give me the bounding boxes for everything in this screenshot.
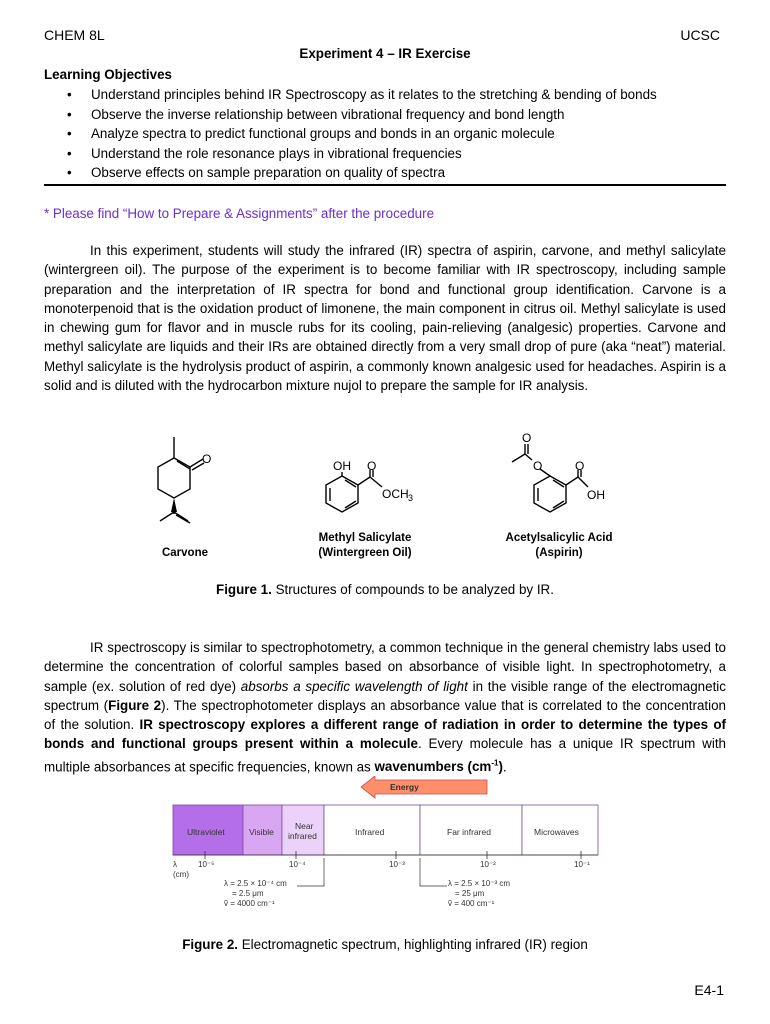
aspirin-structure bbox=[512, 444, 588, 512]
page-number: E4-1 bbox=[694, 982, 724, 998]
aspirin-common-name: (Aspirin) bbox=[535, 547, 583, 559]
aspirin-ester-o: O bbox=[533, 459, 543, 473]
objective-text: Understand the role resonance plays in vibrational frequencies bbox=[91, 145, 462, 161]
carvone-structure bbox=[158, 437, 204, 523]
energy-arrow bbox=[361, 776, 487, 798]
methyl-och: OCH bbox=[382, 487, 409, 501]
band-ir-label: Infrared bbox=[355, 827, 385, 837]
aspirin-acid-o: O bbox=[575, 459, 585, 473]
bullet-icon: • bbox=[67, 106, 72, 122]
ir-paragraph bbox=[44, 638, 726, 777]
right-annotation: λ = 2.5 × 10⁻³ cm bbox=[448, 879, 511, 888]
list-item bbox=[44, 144, 734, 164]
carvone-label: Carvone bbox=[161, 547, 209, 559]
right-bracket bbox=[420, 858, 447, 886]
figure1-caption bbox=[0, 582, 770, 597]
wavenumbers-close: ) bbox=[498, 759, 503, 775]
aspirin-carbonyl-o: O bbox=[522, 431, 532, 445]
carvone-oxygen: O bbox=[202, 452, 212, 466]
objective-text: Understand principles behind IR Spectroscopy as it relates to the stretching & bending of bonds bbox=[91, 87, 657, 102]
left-annotation: ṽ = 4000 cm⁻¹ bbox=[224, 899, 275, 908]
tick-label: 10⁻³ bbox=[389, 860, 405, 869]
wavenumbers-exponent: -1 bbox=[491, 758, 499, 768]
wavenumbers-term bbox=[374, 759, 502, 774]
objectives-heading: Learning Objectives bbox=[44, 67, 172, 82]
methyl-salicylate-label bbox=[290, 531, 440, 561]
list-item bbox=[44, 105, 734, 125]
ir-text-2: in the visible range of the electromagnetic spectrum ( bbox=[44, 678, 726, 713]
energy-label: Energy bbox=[390, 782, 419, 792]
objectives-list bbox=[44, 85, 734, 183]
band-visible-label: Visible bbox=[249, 827, 274, 837]
figure1-caption-label: Figure 1. bbox=[216, 582, 272, 597]
tick-label: 10⁻¹ bbox=[574, 860, 590, 869]
list-item bbox=[44, 163, 734, 183]
page-title: Experiment 4 – IR Exercise bbox=[299, 46, 471, 61]
aspirin-label bbox=[484, 531, 634, 561]
bullet-icon: • bbox=[67, 165, 72, 180]
ir-text-end: . bbox=[502, 759, 507, 775]
list-item bbox=[44, 124, 734, 144]
aspirin-oh: OH bbox=[587, 488, 605, 502]
objective-text: Analyze spectra to predict functional groups and bonds in an organic molecule bbox=[91, 126, 555, 141]
ir-figure-ref: Figure 2 bbox=[108, 697, 162, 713]
intro-paragraph bbox=[44, 241, 726, 395]
bullet-icon: • bbox=[67, 87, 72, 102]
left-annotation: λ = 2.5 × 10⁻⁴ cm bbox=[224, 879, 287, 888]
objective-text: Observe the inverse relationship between vibrational frequency and bond length bbox=[91, 106, 565, 122]
methyl-o: O bbox=[367, 459, 377, 473]
lambda-label: λ bbox=[173, 860, 177, 869]
bullet-icon: • bbox=[67, 145, 72, 161]
ir-text-1: IR spectroscopy is similar to spectrophotometry, a common technique in the general chemistry labs used to determine the concentration of colorful samples based on absorbance of visible light. In spectrophotometry, a sample (ex. solution of red dye) bbox=[44, 640, 726, 694]
tick-label: 10⁻⁵ bbox=[198, 860, 215, 869]
right-annotation: ṽ = 400 cm⁻¹ bbox=[448, 899, 495, 908]
list-item bbox=[44, 85, 734, 105]
figure2-caption-text: Electromagnetic spectrum, highlighting infrared (IR) region bbox=[238, 937, 588, 952]
tick-label: 10⁻⁴ bbox=[289, 860, 306, 869]
school-name: UCSC bbox=[680, 27, 720, 43]
course-code: CHEM 8L bbox=[44, 27, 105, 43]
band-nir-label-1: Near bbox=[295, 821, 314, 831]
band-uv-label: Ultraviolet bbox=[187, 827, 225, 837]
procedure-note: * Please find “How to Prepare & Assignments” after the procedure bbox=[44, 206, 435, 221]
objective-text: Observe effects on sample preparation on quality of spectra bbox=[91, 165, 446, 180]
aspirin-name: Acetylsalicylic Acid bbox=[505, 532, 613, 544]
methyl-oh: OH bbox=[333, 459, 351, 473]
methyl-common-name: (Wintergreen Oil) bbox=[318, 547, 412, 559]
ir-text-3: ). The spectrophotometer displays an absorbance value that is correlated to the concentration of the solution. bbox=[44, 697, 726, 733]
wavenumbers-text: wavenumbers (cm bbox=[374, 759, 492, 775]
ir-text-4: . Every molecule has a unique IR spectrum with multiple absorbances at specific frequencies, known as bbox=[44, 736, 726, 775]
methyl-name: Methyl Salicylate bbox=[318, 532, 412, 544]
figure2-caption-label: Figure 2. bbox=[182, 937, 238, 952]
em-spectrum-diagram bbox=[165, 776, 605, 916]
figure2-caption bbox=[0, 937, 770, 952]
ir-text-italic: absorbs a specific wavelength of light bbox=[240, 678, 468, 694]
figure1-structures bbox=[140, 432, 610, 532]
ir-text-bold: IR spectroscopy explores a different range of radiation in order to determine the types of bonds and functional groups present within a molecule bbox=[44, 717, 726, 752]
tick-label: 10⁻² bbox=[480, 860, 496, 869]
bullet-icon: • bbox=[67, 126, 72, 141]
left-annotation: = 2.5 μm bbox=[232, 889, 264, 898]
cm-label: (cm) bbox=[173, 870, 189, 879]
methyl-sub3: 3 bbox=[408, 493, 414, 503]
band-far-ir-label: Far infrared bbox=[447, 827, 491, 837]
right-annotation: = 25 μm bbox=[455, 889, 485, 898]
section-divider bbox=[44, 184, 726, 186]
figure1-caption-text: Structures of compounds to be analyzed by IR. bbox=[271, 582, 554, 597]
band-nir-label-2: infrared bbox=[288, 831, 317, 841]
intro-text: In this experiment, students will study the infrared (IR) spectra of aspirin, carvone, and methyl salicylate (wintergreen oil). The purpose of the experiment is to become familiar with IR spectroscopy, including sample preparation and the interpretation of IR spectra for bond and functional group identification. Carvone is a monoterpenoid that is the oxidation product of limonene, the main component in citrus oil. Methyl salicylate is used in chewing gum for flavor and in muscle rubs for its cooling, pain-relieving (analgesic) properties. Carvone and methyl salicylate are liquids and their IRs are obtained directly from a very small drop of pure (aka “neat”) material. Methyl salicylate is the hydrolysis product of aspirin, a commonly known analgesic used for headaches. Aspirin is a solid and is diluted with the hydrocarbon mixture nujol to prepare the sample for IR analysis. bbox=[44, 243, 726, 394]
band-microwave-label: Microwaves bbox=[534, 827, 579, 837]
methyl-salicylate-structure bbox=[326, 470, 382, 512]
